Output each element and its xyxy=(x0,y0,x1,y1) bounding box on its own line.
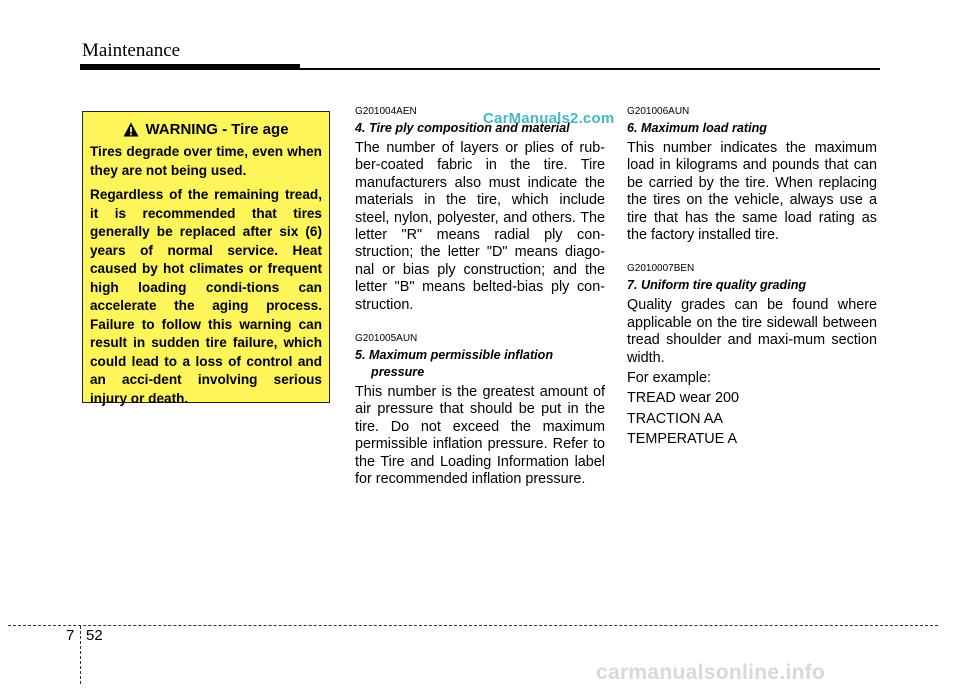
watermark-bottom: carmanualsonline.info xyxy=(596,661,826,684)
chapter-number: 7 xyxy=(66,627,75,644)
section-code: G201005AUN xyxy=(355,333,418,345)
section-heading: 7. Uniform tire quality grading xyxy=(627,278,807,293)
section-body: This number indicates the maximum load in kilograms and pounds that can be carried by the tire. When replacing the tires on the vehicle, always use a tire that has the same load rating as the factory installed tire. xyxy=(627,140,877,244)
warning-paragraph: Tires degrade over time, even when they are not being used. xyxy=(90,144,322,178)
section-body: The number of layers or plies of rub-ber-coated fabric in the tire. Tire manufacturers also must indicate the materials in the tire, which include steel, nylon, polyester, and others. The letter "R" means radial ply con-struction; the letter "D" means diago-nal or bias ply construction; and the letter "B" means belted-bias ply con-struction. xyxy=(355,140,605,313)
section-code: G201006AUN xyxy=(627,106,690,117)
section-heading: 4. Tire ply composition and material xyxy=(355,121,570,135)
column-middle xyxy=(355,106,605,489)
section-heading: 6. Maximum load rating xyxy=(627,121,767,135)
column-right xyxy=(627,106,877,449)
section-heading-line: 5. Maximum permissible inflation xyxy=(355,348,554,363)
example-line: For example: xyxy=(627,370,711,387)
section-heading xyxy=(355,347,605,381)
warning-text xyxy=(90,143,322,408)
warning-paragraph: Regardless of the remaining tread, it is recommended that tires generally be replaced after six (6) years of normal service. Heat caused by hot climates or frequent high loading condi-tions can accelerate the aging process. Failure to follow this warning can result in sudden tire failure, which could lead to a loss of control and an acci-dent involving serious injury or death. xyxy=(90,187,322,406)
page-header-title: Maintenance xyxy=(82,40,181,61)
header-rule-thin xyxy=(300,68,880,70)
section-code: G201004AEN xyxy=(355,106,417,117)
section-heading-line: pressure xyxy=(371,365,425,380)
warning-title xyxy=(90,121,322,138)
warning-title-text: WARNING - Tire age xyxy=(145,121,289,138)
section-code: G2010007BEN xyxy=(627,263,695,275)
section-body: Quality grades can be found where applicable on the tire sidewall between tread shoulder and maxi-mum section width. xyxy=(627,297,877,366)
warning-triangle-icon xyxy=(123,122,139,137)
page-number: 52 xyxy=(86,627,103,644)
footer-rule xyxy=(8,625,938,626)
footer-divider xyxy=(80,626,81,684)
section-body: This number is the greatest amount of air pressure that should be put in the tire. Do not exceed the maximum permissible inflation pressure. Refer to the Tire and Loading Information label for recommended inflation pressure. xyxy=(355,384,605,488)
example-line: TREAD wear 200 xyxy=(627,390,739,407)
watermark-top: CarManuals2.com xyxy=(483,110,615,127)
example-line: TRACTION AA xyxy=(627,410,723,427)
header-rule-thick xyxy=(80,64,300,70)
example-line: TEMPERATUE A xyxy=(627,431,738,448)
warning-box xyxy=(82,111,330,406)
